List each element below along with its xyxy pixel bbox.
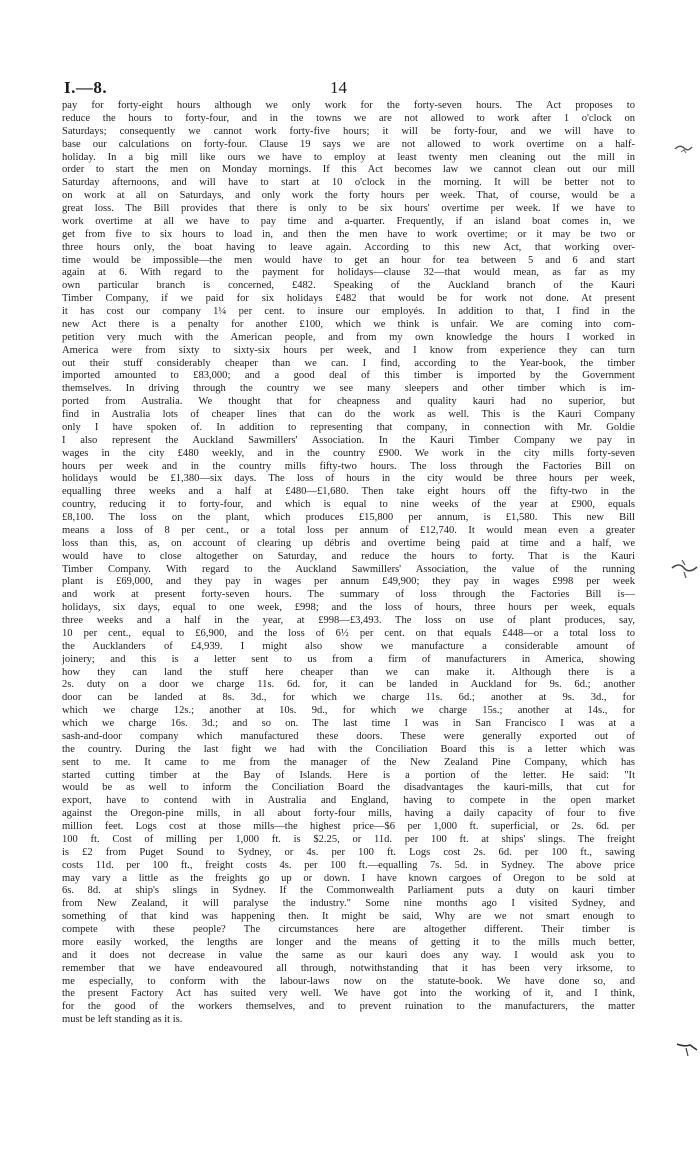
text-line: 10 per cent., equal to £6,900, and the loss of 6½ per cent. on that equals £448—or a total loss to bbox=[62, 627, 635, 639]
text-line: Timber Company, if we paid for six holidays £482 that would be for work not done. At present bbox=[62, 293, 635, 305]
text-line: pay for forty-eight hours although we only work for the forty-seven hours. The Act proposes to bbox=[62, 100, 635, 111]
text-line: would have to close altogether on Saturday, and reduce the hours to forty. That is the Kauri bbox=[62, 550, 635, 562]
text-line: again at 6. With regard to the payment for holidays—clause 32—that would mean, as far as my bbox=[62, 267, 635, 279]
text-line: the present Factory Act has suited very well. We have got into the working of it, and I think, bbox=[62, 988, 635, 1000]
text-line: themselves. In driving through the country we see many sleepers and other timber which is im- bbox=[62, 383, 635, 395]
text-line: compete with these people? The circumstances here are altogether different. Their timber is bbox=[62, 924, 635, 935]
body-paragraph bbox=[62, 100, 635, 1027]
text-line: I also represent the Auckland Sawmillers' Association. In the Kauri Timber Company we pay in bbox=[62, 434, 635, 446]
text-line: would be as well to inform the Conciliation Board the disadvantages the kauri-mills, that cut for bbox=[62, 782, 635, 794]
text-line: 6s. 8d. at ship's slings in Sydney. If the Commonwealth Parliament puts a duty on kauri timber bbox=[62, 885, 635, 897]
text-line: must be left standing as it is. bbox=[62, 1014, 183, 1026]
text-line: America were from sixty to sixty-six hours per week, and I know from experience they can turn bbox=[62, 344, 635, 356]
text-line: sent to me. It came to me from the manager of the New Zealand Pine Company, which has bbox=[62, 756, 635, 768]
text-line: may vary a little as the freights go up or down. I have known cargoes of Oregon to be sold at bbox=[62, 872, 635, 884]
text-line: wages in the city £480 weekly, and in the country £900. We work in the city mills forty-seven bbox=[62, 447, 635, 459]
text-line: petition very much with the American people, and from my own knowledge the hours I worked in bbox=[62, 331, 635, 343]
scan-mark-top bbox=[672, 138, 694, 160]
text-line: work overtime at all we have to pay time and a-quarter. Frequently, if an island boat comes in, we bbox=[62, 215, 635, 227]
text-line: ported from Australia. We thought that for cheapness and quality kauri had no superior, but bbox=[62, 396, 635, 408]
text-line: how they can land the stuff here cheaper than we can make it. Although there is a bbox=[62, 666, 635, 678]
text-line: out their stuff considerably cheaper than we can. I find, according to the Year-book, the timber bbox=[62, 357, 635, 369]
text-line: imported amounted to £83,000; and a good deal of this timber is imported by the Government bbox=[62, 370, 635, 382]
text-line: holidays, six days, equal to one week, £998; and the loss of hours, three hours per week, equals bbox=[62, 602, 635, 614]
text-line: £8,100. The loss on the plant, which produces £15,800 per annum, is £1,580. This new Bill bbox=[62, 512, 635, 523]
text-line: great loss. The Bill provides that there is only to be six hours' overtime per week. If we have to bbox=[62, 203, 635, 214]
text-line: time would be impossible—the men would have to get an hour for tea between 5 and 6 and start bbox=[62, 254, 635, 266]
text-line: find in Australia lots of cheaper lines that can do the work as well. This is the Kauri Company bbox=[62, 409, 635, 420]
text-line: get from five to six hours to load in, and then the men have to work overtime; or it may be two or bbox=[62, 228, 635, 240]
text-line: and it does not decrease in value the same as our kauri does any way. I would ask you to bbox=[62, 949, 635, 961]
parliamentary-paper-reference: I.—8. bbox=[64, 78, 108, 97]
text-line: plant is £69,000, and they pay in wages per annum £49,900; they pay in wages £998 per week bbox=[62, 576, 635, 588]
text-line: and work at present forty-seven hours. The summary of loss through the Factories Bill is— bbox=[62, 589, 635, 601]
scan-mark-bottom bbox=[676, 1038, 698, 1058]
text-line: means a loss of 8 per cent., or a total loss per annum of £12,740. It would mean even a greater bbox=[62, 524, 635, 536]
text-line: reduce the hours to forty-four, and in the towns we are not allowed to work after 1 o'clock on bbox=[62, 112, 635, 124]
scan-mark-middle bbox=[670, 556, 698, 582]
text-line: three weeks and a half in the year, at £998—£3,493. The loss on use of plant produces, say, bbox=[62, 615, 635, 626]
text-line: joinery; and this is a letter sent to us from a firm of manufacturers in America, showing bbox=[62, 653, 635, 665]
text-line: Timber Company. With regard to the Auckland Sawmillers' Association, the value of the running bbox=[62, 563, 635, 575]
text-line: the Aucklanders of £4,939. I might also show we manufacture a considerable amount of bbox=[62, 640, 635, 652]
text-line: only I have spoken of. In addition to representing that company, in connection with Mr. Goldie bbox=[62, 421, 635, 433]
text-line: sash-and-door company which manufactured these doors. These were generally exported out of bbox=[62, 730, 635, 742]
text-line: from New Zealand, it will paralyse the industry." Some nine months ago I visited Sydney, and bbox=[62, 898, 635, 910]
text-line: door can be landed at 8s. 3d., for which we charge 11s. 6d.; another at 9s. 3d., for bbox=[62, 692, 635, 704]
text-line: on work at all on Saturdays, and only work the forty hours per week. That, of course, would be a bbox=[62, 190, 635, 202]
text-line: three hours only, the boat having to leave again. According to this new Act, that working over- bbox=[62, 241, 635, 253]
page-number: 14 bbox=[330, 78, 347, 97]
text-line: Saturdays; consequently we cannot work forty-five hours; it will be forty-four, and we will have to bbox=[62, 125, 635, 137]
text-line: loss than this, as, on account of clearing up débris and overtime being paid at time and a half, we bbox=[62, 537, 635, 549]
text-line: holiday. In a big mill like ours we have to employ at least twenty men cleaning out the mill in bbox=[62, 151, 635, 163]
text-line: the country. During the last fight we had with the Conciliation Board this is a letter which was bbox=[62, 743, 635, 755]
text-line: export, have to contend with in Australia and England, having to compete in the open market bbox=[62, 795, 635, 807]
text-line: new Act there is a penalty for another £100, which we think is unfair. We are coming into com- bbox=[62, 318, 635, 330]
text-line: started cutting timber at the Bay of Islands. Here is a portion of the letter. He said: "It bbox=[62, 769, 635, 781]
text-line: it has cost our company 1¼ per cent. to insure our employés. In addition to that, I find in the bbox=[62, 306, 635, 317]
text-line: for the good of the workers themselves, and to prevent ruination to the manufacturers, the matter bbox=[62, 1001, 635, 1013]
text-line: country, reducing it to forty-four, and which is equal to nine weeks of the year at £900, equals bbox=[62, 499, 635, 511]
text-line: more easily worked, the lengths are longer and the means of getting it to the mills much better, bbox=[62, 936, 635, 948]
text-line: order to start the men on Monday mornings. If this Act becomes law we cannot clean out our mill bbox=[62, 164, 635, 176]
text-line: is £2 from Puget Sound to Sydney, or 4s. per 100 ft. Logs cost 2s. 6d. per 100 ft., sawing bbox=[62, 846, 635, 858]
text-line: me especially, to conform with the labour-laws now on the statute-book. We have done so, and bbox=[62, 975, 635, 987]
text-line: base our calculations on forty-four. Clause 19 says we are not allowed to work overtime on a half- bbox=[62, 138, 635, 150]
text-line: 2s. duty on a door we charge 11s. 6d. for, it can be landed in Auckland for 9s. 6d.; another bbox=[62, 679, 635, 691]
text-line: which we charge 12s.; another at 10s. 9d., for which we charge 15s.; another at 14s., for bbox=[62, 705, 635, 717]
text-line: costs 11d. per 100 ft., freight costs 4s. per 100 ft.—equalling 7s. 5d. in Sydney. The above price bbox=[62, 859, 635, 871]
text-line: own particular branch is concerned, £482. Speaking of the Auckland branch of the Kauri bbox=[62, 280, 635, 292]
text-line: something of that kind was happening then. It might be said, Why are we not smart enough to bbox=[62, 911, 635, 923]
text-line: million feet. Logs cost at those mills—the highest price—$6 per 1,000 ft. superficial, or 2s. 6d. per bbox=[62, 821, 635, 832]
text-line: against the Oregon-pine mills, in all about forty-four mills, having a daily capacity of four to five bbox=[62, 808, 635, 820]
text-line: remember that we have endeavoured all through, notwithstanding that it has been very irksome, to bbox=[62, 962, 635, 974]
text-line: hours per week and in the country mills fifty-two hours. The loss through the Factories Bill on bbox=[62, 460, 635, 472]
text-line: Saturday afternoons, and will have to start at 10 o'clock in the morning. It will be better not to bbox=[62, 177, 635, 189]
text-line: equalling three weeks and a half at £480—£1,680. Then take eight hours off the fifty-two in the bbox=[62, 486, 635, 498]
text-line: 100 ft. Cost of milling per 1,000 ft. is $2.25, or 11d. per 100 ft. at ships' slings. The freight bbox=[62, 833, 635, 845]
text-line: holidays would be £1,380—six days. The loss of hours in the city would be three hours per week, bbox=[62, 473, 635, 485]
text-line: which we charge 16s. 3d.; and so on. The last time I was in San Francisco I was at a bbox=[62, 718, 635, 729]
